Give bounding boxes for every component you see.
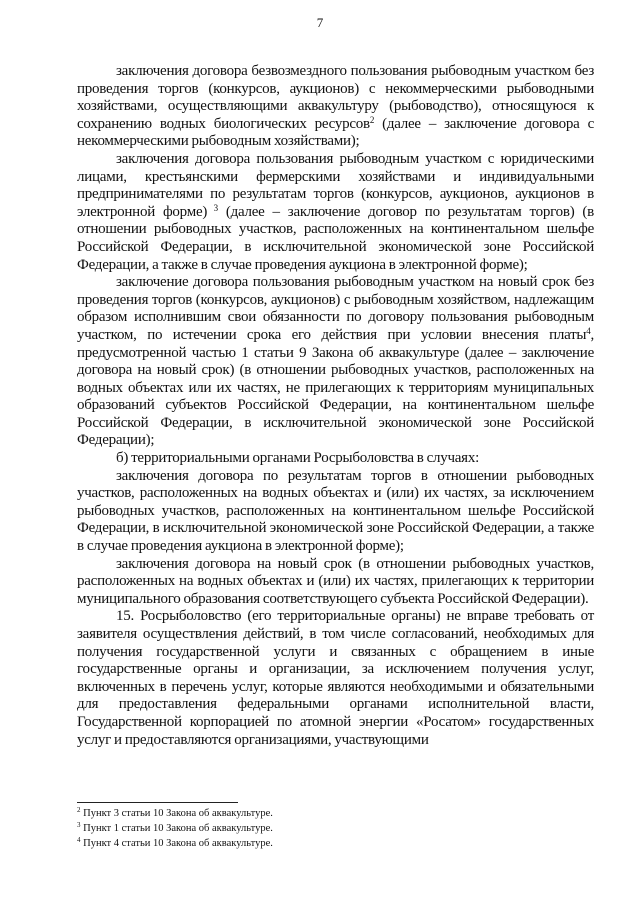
footnote-ref-4[interactable]: 4 <box>586 325 591 336</box>
body-text <box>77 63 594 749</box>
paragraph-1: заключения договора безвозмездного пользования рыбоводным участком без проведения торгов (конкурсов, аукционов) с некоммерческими рыбоводными хозяйствами, осуществляющими аквакультуру (рыбоводство), относящуюся к сохранению водных биологических ресурсов$^2$ (далее – заключение договора с некоммерческими рыбоводным хозяйствами); <box>77 63 594 150</box>
footnote-2: $^2$ Пункт 3 статьи 10 Закона об аквакультуре. <box>77 806 273 819</box>
paragraph-3: заключение договора пользования рыбоводным участком на новый срок без проведения торгов (конкурсов, аукционов) с рыбоводным хозяйством, надлежащим образом исполнившим свои обязанности по договору пользования рыбоводным участком, по истечении срока его действия при условии внесения платы$^4$, предусмотренной частью 1 статьи 9 Закона об аквакультуре (далее – заключение договора на новый срок) (в отношении рыбоводных участков, расположенных на водных объектах или их частях, не прилегающих к территориям муниципальных образований субъектов Российской Федерации, на континентальном шельфе Российской Федерации, в исключительной экономической зоне Российской Федерации); <box>77 274 594 449</box>
paragraph-2: заключения договора пользования рыбоводным участком с юридическими лицами, крестьянскими фермерскими хозяйствами и индивидуальными предпринимателями по результатам торгов (конкурсов, аукционов, аукционов в электронной форме) $^3$ (далее – заключение договор по результатам торгов) (в отношении рыбоводных участков, расположенных на континентальном шельфе Российской Федерации, в исключительной экономической зоне Российской Федерации, а также в случае проведения аукциона в электронной форме); <box>77 150 595 273</box>
paragraph-7: 15. Росрыболовство (его территориальные органы) не вправе требовать от заявителя осуществления действий, в том числе согласований, необходимых для получения государственной услуги и связанных с обращением в иные государственные органы и организации, за исключением получения услуг, включенных в перечень услуг, которые являются необходимыми и обязательными для предоставления федеральными органами исполнительной власти, Государственной корпорацией по атомной энергии «Росатом» государственных услуг и предоставляются организациями, участвующими <box>77 608 594 748</box>
footnote-ref-3[interactable]: 3 <box>207 202 218 213</box>
page-number: 7 <box>316 15 324 30</box>
footnote-divider <box>77 802 238 803</box>
paragraph-4: б) территориальными органами Росрыболовства в случаях: <box>116 450 479 467</box>
footnote-ref-2[interactable]: 2 <box>369 114 375 125</box>
footnotes <box>77 806 594 851</box>
paragraph-6: заключения договора на новый срок (в отношении рыбоводных участков, расположенных на водных объектах и (или) их частях, прилегающих к территории муниципального образования соответствующего субъекта Российской Федерации). <box>77 555 594 607</box>
footnote-3: $^3$ Пункт 1 статьи 10 Закона об аквакультуре. <box>77 821 273 834</box>
paragraph-5: заключения договора по результатам торгов в отношении рыбоводных участков, расположенных на водных объектах и (или) их частях, за исключением рыбоводных участков, расположенных на континентальном шельфе Российской Федерации, в исключительной экономической зоне Российской Федерации, а также в случае проведения аукциона в электронной форме); <box>77 467 594 555</box>
footnote-4: $^4$ Пункт 4 статьи 10 Закона об аквакультуре. <box>77 836 273 849</box>
